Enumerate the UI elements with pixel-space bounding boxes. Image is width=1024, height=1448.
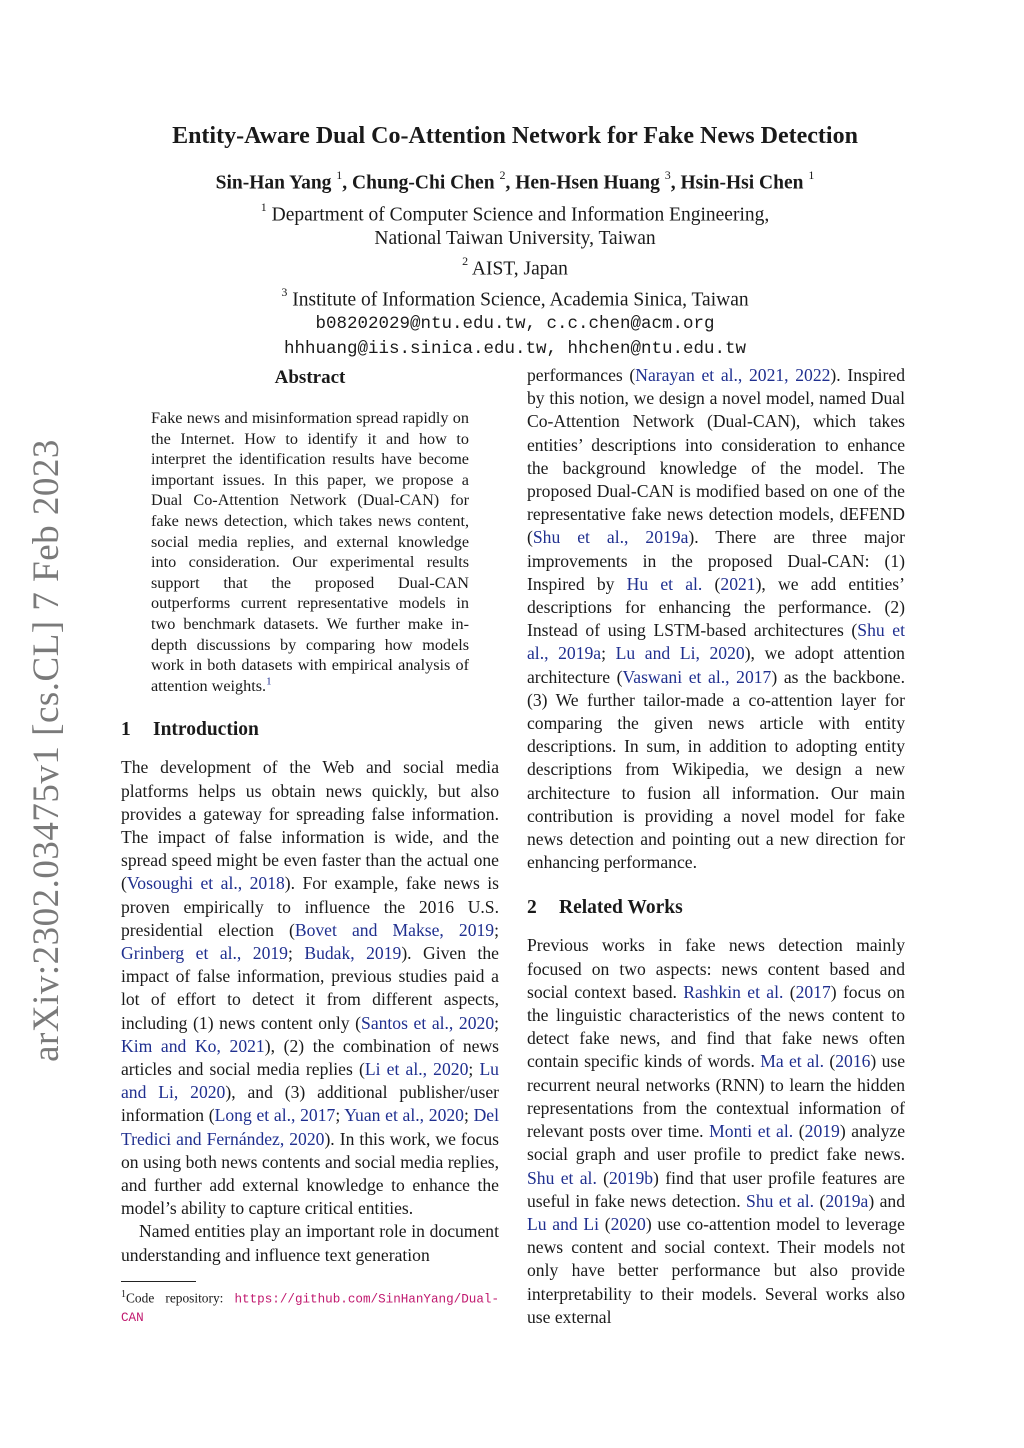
affiliation-text: Department of Computer Science and Information Engineering, — [271, 204, 770, 225]
author-list: Sin-Han Yang $^1$, Chung-Chi Chen $^2$, Hen-Hsen Huang $^3$, Hsin-Hsi Chen $^1$ — [215, 168, 815, 194]
body-text: The development of the Web and social media platforms helps us obtain news quickly, but also provides a gateway for spreading false information. The impact of false information is wide, and the spread speed might be even faster than the actual one ( — [121, 757, 499, 894]
author-name: Sin-Han Yang — [215, 172, 332, 194]
body-text: ), we add entities’ descriptions for enhancing the performance. (2) Instead of using LSTM-based architectures ( — [527, 573, 906, 641]
body-text: ; — [463, 1105, 474, 1126]
right-column — [527, 364, 905, 1329]
affiliation-2 — [100, 251, 930, 282]
paper-header — [100, 120, 930, 362]
citation-link[interactable]: Rashkin et al. — [683, 981, 784, 1002]
section-title: Introduction — [153, 719, 259, 741]
citation-link[interactable]: Hu et al. — [626, 573, 703, 594]
abstract-heading: Abstract — [274, 367, 346, 388]
arxiv-identifier — [14, 438, 78, 1062]
left-column — [121, 364, 499, 1327]
citation-link[interactable]: 2019 — [804, 1121, 840, 1142]
citation-link[interactable]: Yuan et al., 2020 — [344, 1105, 464, 1126]
footnote-number: 1 — [121, 1288, 126, 1300]
section-number: 1 — [121, 719, 131, 741]
body-text: ) and — [868, 1190, 905, 1211]
citation-link[interactable]: Vosoughi et al., 2018 — [126, 873, 285, 894]
body-text: ) focus on the linguistic characteristics of the news content to detect fake news, and find that fake news often contain specific kinds of words. — [527, 981, 905, 1072]
citation-link[interactable]: Lu and Li, 2020 — [121, 1058, 499, 1103]
body-text: ( — [824, 1051, 836, 1072]
affiliation-1-cont — [100, 227, 930, 251]
body-text: ( — [599, 1213, 611, 1234]
footnote-label: Code repository: — [126, 1290, 235, 1306]
body-text: ). There are three major improvements in the proposed Dual-CAN: (1) Inspired by — [527, 527, 906, 594]
body-text: ) find that user profile features are useful in fake news detection. — [527, 1167, 905, 1211]
citation-link[interactable]: Li et al., 2020 — [364, 1058, 469, 1079]
body-text: ). Inspired by this notion, we design a novel model, named Dual Co-Attention Network (Dual-CAN), which takes entities’ descriptions into consideration to enhance the background knowledge of the model. The proposed Dual-CAN is modified based on one of the representative fake news detection models, dEFEND ( — [527, 365, 905, 548]
citation-link[interactable]: Lu and Li, 2020 — [615, 643, 745, 664]
section-heading-introduction — [121, 718, 499, 742]
citation-link[interactable]: Del Tredici and Fernández, 2020 — [121, 1105, 499, 1149]
body-text: ; — [468, 1058, 480, 1079]
arxiv-id-text: arXiv:2302.03475v1 [cs.CL] 7 Feb 2023 — [25, 438, 67, 1062]
affil-mark: 2 — [462, 254, 469, 268]
body-text: ), we adopt attention architecture ( — [527, 643, 905, 687]
body-text: ( — [814, 1190, 826, 1211]
body-text: ( — [596, 1167, 610, 1188]
affiliation-text: Institute of Information Science, Academia Sinica, Taiwan — [292, 289, 749, 310]
citation-link[interactable]: Bovet and Makse, 2019 — [294, 919, 495, 940]
section-heading-related-works — [527, 896, 905, 920]
citation-link[interactable]: 2017 — [795, 981, 831, 1002]
email-line-1: b08202029@ntu.edu.tw, c.c.chen@acm.org — [315, 314, 715, 334]
author-affil-mark: 1 — [336, 168, 343, 182]
citation-link[interactable]: Santos et al., 2020 — [361, 1012, 495, 1033]
author-name: Chung-Chi Chen — [352, 172, 495, 194]
intro-paragraph-2-cont — [527, 364, 905, 874]
email-line-2: hhhuang@iis.sinica.edu.tw, hhchen@ntu.edu.tw — [283, 339, 747, 359]
body-text: ; — [601, 643, 616, 664]
section-title: Related Works — [559, 897, 683, 919]
abstract-text: Fake news and misinformation spread rapidly on the Internet. How to identify it and how to interpret the identification results have become important issues. In this paper, we propose a Dual Co-Attention Network (Dual-CAN) for fake news detection, which takes news content, social media replies, and external knowledge into consideration. Our experimental results support that the proposed Dual-CAN outperforms current representative models in two benchmark datasets. We further make in-depth discussions by comparing how models work in both datasets with empirical analysis of attention weights. — [151, 409, 469, 695]
body-text: ) use recurrent neural networks (RNN) to learn the hidden representations from the contextual information of relevant posts over time. — [527, 1051, 906, 1142]
citation-link[interactable]: Shu et al., 2019a — [527, 620, 905, 664]
body-text: ) use co-attention model to leverage news content and social context. Their models not only have better performance but also provide interpretability to their models. Several works also use external — [527, 1213, 905, 1327]
affiliation-text: National Taiwan University, Taiwan — [374, 228, 656, 249]
author-name: Hsin-Hsi Chen — [680, 172, 804, 194]
citation-link[interactable]: 2016 — [835, 1051, 871, 1072]
footnote — [121, 1286, 499, 1327]
affiliation-1 — [100, 197, 930, 228]
body-text: ), (2) the combination of news articles and social media replies ( — [121, 1035, 499, 1079]
citation-link[interactable]: Shu et al. — [527, 1167, 597, 1188]
body-text: Previous works in fake news detection mainly focused on two aspects: news content based and social context based. — [527, 935, 905, 1002]
body-text: ). Given the impact of false information, previous studies paid a lot of effort to detect it from different aspects, including (1) news content only ( — [121, 942, 499, 1033]
footnote-marker[interactable]: 1 — [266, 675, 272, 688]
author-affil-mark: 3 — [664, 168, 671, 182]
affil-mark: 1 — [260, 199, 267, 214]
citation-link[interactable]: Monti et al. — [709, 1121, 794, 1142]
citation-link[interactable]: Long et al., 2017 — [214, 1105, 336, 1126]
citation-link[interactable]: 2019a — [825, 1190, 869, 1211]
body-text: ) analyze social graph and user profile to predict fake news. — [527, 1121, 906, 1165]
citation-link[interactable]: 2019b — [609, 1167, 654, 1188]
code-repository-link[interactable]: https://github.com/SinHanYang/Dual-CAN — [121, 1292, 499, 1326]
body-text: ; — [335, 1105, 345, 1126]
author-name: Hen-Hsen Huang — [515, 172, 660, 194]
author-affil-mark: 1 — [808, 168, 815, 182]
body-text: ; — [494, 919, 499, 940]
citation-link[interactable]: Grinberg et al., 2019 — [121, 942, 288, 963]
body-text: ( — [783, 981, 796, 1002]
intro-paragraph-2 — [121, 1220, 499, 1266]
body-text: ( — [793, 1121, 805, 1142]
body-text: ; — [287, 942, 305, 963]
related-paragraph-1 — [527, 934, 905, 1328]
body-text: ). In this work, we focus on using both news contents and social media replies, and further add external knowledge to enhance the model’s ability to capture critical entities. — [121, 1128, 499, 1219]
citation-link[interactable]: Budak, 2019 — [304, 942, 402, 963]
paper-title: Entity-Aware Dual Co-Attention Network for Fake News Detection — [172, 123, 858, 149]
affiliation-text: AIST, Japan — [471, 258, 568, 280]
citation-link[interactable]: Shu et al., 2019a — [532, 527, 689, 548]
body-text: ), and (3) additional publisher/user information ( — [121, 1082, 499, 1126]
citation-link[interactable]: 2020 — [610, 1213, 646, 1234]
section-number: 2 — [527, 897, 537, 919]
body-text: Named entities play an important role in document understanding and influence text generation — [121, 1221, 499, 1265]
citation-link[interactable]: Lu and Li — [527, 1213, 600, 1234]
body-text: ( — [702, 573, 721, 594]
body-text: performances ( — [527, 365, 636, 385]
affil-mark: 3 — [281, 284, 288, 299]
citation-link[interactable]: Shu et al. — [746, 1190, 815, 1211]
body-text: ). For example, fake news is proven empirically to influence the 2016 U.S. presidential election ( — [121, 873, 499, 940]
citation-link[interactable]: Kim and Ko, 2021 — [121, 1035, 265, 1056]
citation-link[interactable]: Vaswani et al., 2017 — [622, 666, 772, 687]
intro-paragraph-1 — [121, 756, 499, 1220]
body-text: ; — [494, 1012, 500, 1033]
affiliation-3 — [100, 282, 930, 313]
body-text: ) as the backbone. (3) We further tailor-made a co-attention layer for comparing the given news article with entity descriptions. In sum, in addition to adopting entity descriptions from Wikipedia, we design a new architecture to fusion all information. Our main contribution is providing a novel model for fake news detection and pointing out a new direction for enhancing performance. — [527, 666, 906, 873]
footnote-divider — [121, 1281, 196, 1282]
abstract-body — [151, 408, 469, 696]
citation-link[interactable]: Narayan et al., 2021, 2022 — [635, 365, 831, 385]
citation-link[interactable]: 2021 — [720, 573, 756, 594]
citation-link[interactable]: Ma et al. — [760, 1051, 825, 1072]
author-affil-mark: 2 — [499, 168, 506, 182]
